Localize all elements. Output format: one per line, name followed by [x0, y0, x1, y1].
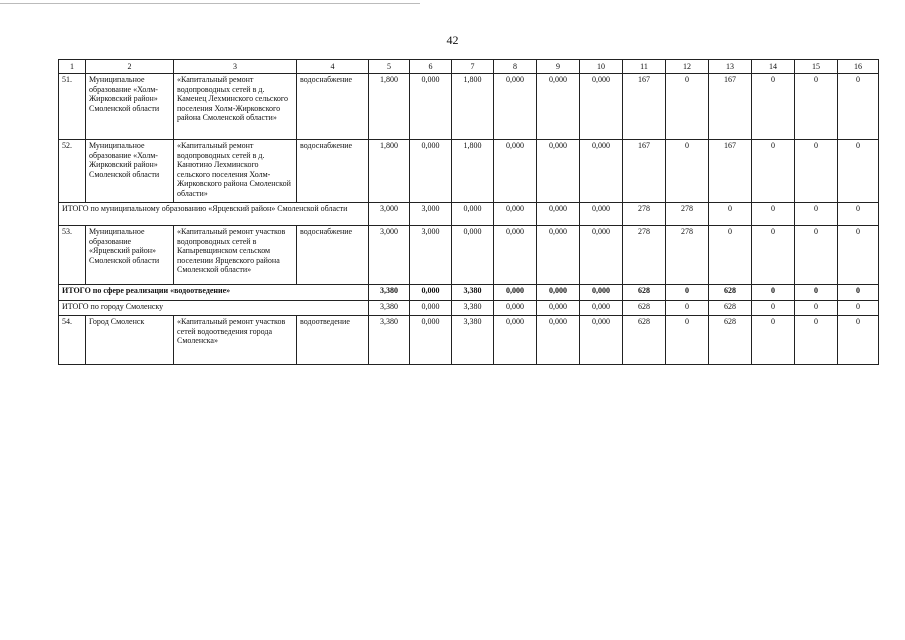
- value-cell: 0: [838, 203, 879, 226]
- investment-table: [58, 59, 879, 365]
- event-cell: «Капитальный ремонт водопроводных сетей в д. Канютино Лехминского сельского поселения Холм-Жирковского района Смоленской области»: [174, 140, 297, 203]
- value-cell: 0,000: [494, 226, 537, 285]
- value-cell: 0,000: [580, 316, 623, 365]
- value-cell: 167: [623, 74, 666, 140]
- value-cell: 0: [795, 301, 838, 316]
- header-cell: 7: [452, 60, 494, 74]
- value-cell: 0: [795, 140, 838, 203]
- value-cell: 0,000: [580, 74, 623, 140]
- value-cell: 0: [752, 74, 795, 140]
- scan-edge-line: [0, 3, 420, 4]
- value-cell: 0,000: [580, 285, 623, 301]
- value-cell: 1,800: [452, 74, 494, 140]
- value-cell: 0,000: [537, 203, 580, 226]
- value-cell: 0: [838, 226, 879, 285]
- value-cell: 0,000: [537, 301, 580, 316]
- header-cell: 14: [752, 60, 795, 74]
- value-cell: 0: [666, 140, 709, 203]
- header-cell: 3: [174, 60, 297, 74]
- value-cell: 0: [752, 285, 795, 301]
- total-row-sphere: [59, 285, 879, 301]
- header-cell: 11: [623, 60, 666, 74]
- header-cell: 1: [59, 60, 86, 74]
- header-cell: 2: [86, 60, 174, 74]
- value-cell: 0,000: [494, 316, 537, 365]
- value-cell: 0,000: [537, 316, 580, 365]
- value-cell: 3,380: [452, 301, 494, 316]
- table-row: [59, 226, 879, 285]
- value-cell: 3,000: [369, 203, 410, 226]
- value-cell: 0: [666, 316, 709, 365]
- value-cell: 0,000: [494, 285, 537, 301]
- value-cell: 0: [795, 226, 838, 285]
- value-cell: 0,000: [410, 140, 452, 203]
- header-cell: 10: [580, 60, 623, 74]
- value-cell: 0: [752, 301, 795, 316]
- header-cell: 6: [410, 60, 452, 74]
- header-cell: 8: [494, 60, 537, 74]
- organization-cell: Муниципальное образование «Холм-Жирковский район» Смоленской области: [86, 74, 174, 140]
- value-cell: 0: [666, 285, 709, 301]
- value-cell: 0: [752, 226, 795, 285]
- value-cell: 3,380: [452, 316, 494, 365]
- value-cell: 0: [795, 316, 838, 365]
- total-label: ИТОГО по городу Смоленску: [59, 301, 369, 316]
- value-cell: 0: [752, 140, 795, 203]
- value-cell: 0,000: [537, 140, 580, 203]
- value-cell: 0,000: [452, 203, 494, 226]
- value-cell: 167: [709, 74, 752, 140]
- total-label: ИТОГО по муниципальному образованию «Ярцевский район» Смоленской области: [59, 203, 369, 226]
- value-cell: 0,000: [580, 203, 623, 226]
- value-cell: 0,000: [494, 203, 537, 226]
- value-cell: 0: [752, 316, 795, 365]
- value-cell: 3,380: [369, 301, 410, 316]
- value-cell: 0: [709, 203, 752, 226]
- page-number: 42: [446, 33, 459, 47]
- header-cell: 12: [666, 60, 709, 74]
- sphere-cell: водоснабжение: [297, 74, 369, 140]
- value-cell: 3,380: [452, 285, 494, 301]
- value-cell: 0,000: [410, 74, 452, 140]
- value-cell: 0,000: [580, 226, 623, 285]
- value-cell: 0: [838, 74, 879, 140]
- header-cell: 13: [709, 60, 752, 74]
- event-cell: «Капитальный ремонт водопроводных сетей в д. Каменец Лехминского сельского поселения Холм-Жирковского района Смоленской области»: [174, 74, 297, 140]
- value-cell: 0: [795, 203, 838, 226]
- value-cell: 628: [709, 285, 752, 301]
- value-cell: 0,000: [537, 285, 580, 301]
- table-row: [59, 140, 879, 203]
- value-cell: 0,000: [410, 301, 452, 316]
- value-cell: 3,380: [369, 316, 410, 365]
- header-cell: 16: [838, 60, 879, 74]
- value-cell: 628: [709, 316, 752, 365]
- total-row-city: [59, 301, 879, 316]
- value-cell: 1,800: [369, 74, 410, 140]
- row-number: 53.: [59, 226, 86, 285]
- value-cell: 0,000: [494, 140, 537, 203]
- sphere-cell: водоснабжение: [297, 226, 369, 285]
- value-cell: 628: [623, 301, 666, 316]
- organization-cell: Муниципальное образование «Ярцевский район» Смоленской области: [86, 226, 174, 285]
- value-cell: 0: [752, 203, 795, 226]
- value-cell: 628: [623, 285, 666, 301]
- value-cell: 0: [666, 301, 709, 316]
- value-cell: 278: [623, 203, 666, 226]
- value-cell: 0: [795, 74, 838, 140]
- table-row: [59, 74, 879, 140]
- value-cell: 278: [666, 203, 709, 226]
- organization-cell: Муниципальное образование «Холм-Жирковский район» Смоленской области: [86, 140, 174, 203]
- value-cell: 0,000: [452, 226, 494, 285]
- value-cell: 1,800: [369, 140, 410, 203]
- table-row: [59, 316, 879, 365]
- event-cell: «Капитальный ремонт участков сетей водоотведения города Смоленска»: [174, 316, 297, 365]
- value-cell: 0,000: [580, 140, 623, 203]
- header-cell: 15: [795, 60, 838, 74]
- value-cell: 1,800: [452, 140, 494, 203]
- value-cell: 0,000: [494, 74, 537, 140]
- value-cell: 278: [623, 226, 666, 285]
- value-cell: 3,000: [410, 203, 452, 226]
- column-number-header-row: [59, 60, 879, 74]
- value-cell: 0,000: [494, 301, 537, 316]
- value-cell: 0,000: [537, 74, 580, 140]
- header-cell: 4: [297, 60, 369, 74]
- value-cell: 0,000: [537, 226, 580, 285]
- value-cell: 0: [838, 301, 879, 316]
- sphere-cell: водоснабжение: [297, 140, 369, 203]
- row-number: 51.: [59, 74, 86, 140]
- total-label: ИТОГО по сфере реализации «водоотведение»: [59, 285, 369, 301]
- value-cell: 0,000: [580, 301, 623, 316]
- value-cell: 0,000: [410, 316, 452, 365]
- row-number: 54.: [59, 316, 86, 365]
- event-cell: «Капитальный ремонт участков водопроводных сетей в Капыревщинском сельском поселении Ярцевского района Смоленской области»: [174, 226, 297, 285]
- organization-cell: Город Смоленск: [86, 316, 174, 365]
- value-cell: 0: [709, 226, 752, 285]
- value-cell: 628: [709, 301, 752, 316]
- value-cell: 0: [838, 285, 879, 301]
- row-number: 52.: [59, 140, 86, 203]
- value-cell: 0: [795, 285, 838, 301]
- sphere-cell: водоотведение: [297, 316, 369, 365]
- value-cell: 3,380: [369, 285, 410, 301]
- value-cell: 167: [709, 140, 752, 203]
- value-cell: 0: [666, 74, 709, 140]
- value-cell: 0: [838, 316, 879, 365]
- header-cell: 5: [369, 60, 410, 74]
- value-cell: 278: [666, 226, 709, 285]
- total-row-yartsevo: [59, 203, 879, 226]
- header-cell: 9: [537, 60, 580, 74]
- value-cell: 3,000: [410, 226, 452, 285]
- value-cell: 628: [623, 316, 666, 365]
- value-cell: 167: [623, 140, 666, 203]
- value-cell: 3,000: [369, 226, 410, 285]
- value-cell: 0,000: [410, 285, 452, 301]
- value-cell: 0: [838, 140, 879, 203]
